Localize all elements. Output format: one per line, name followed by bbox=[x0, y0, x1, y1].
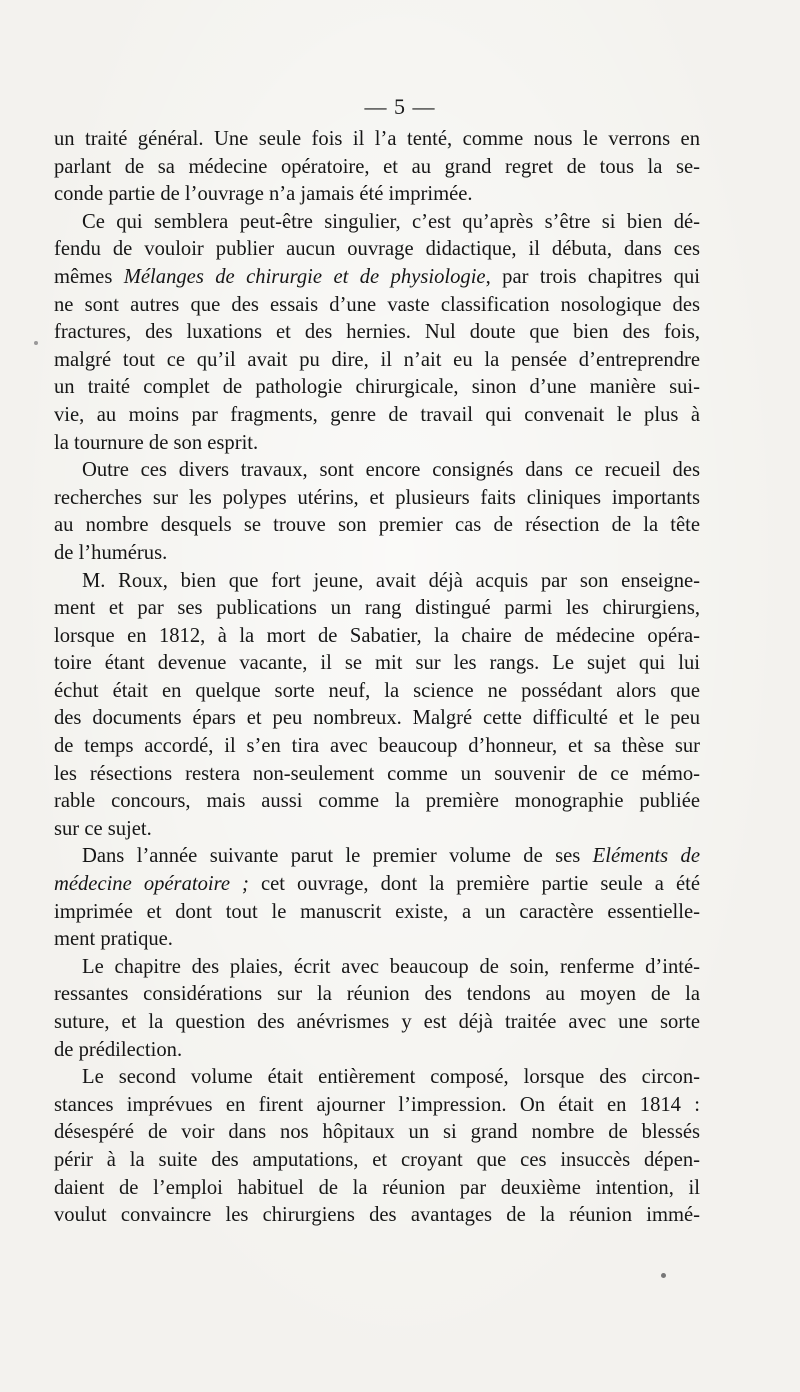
text-line: de temps accordé, il s’en tira avec beaucoup d’honneur, et sa thèse sur bbox=[54, 735, 700, 758]
text-line: fendu de vouloir publier aucun ouvrage didactique, il débuta, dans ces bbox=[54, 238, 700, 261]
text-run: cet ouvrage, dont la première partie seule a été bbox=[248, 873, 700, 896]
ink-speck bbox=[661, 1273, 666, 1278]
text-line: conde partie de l’ouvrage n’a jamais été imprimée. bbox=[54, 183, 473, 206]
text-line: parlant de sa médecine opératoire, et au grand regret de tous la se- bbox=[54, 155, 700, 178]
text-line: un traité général. Une seule fois il l’a tenté, comme nous le verrons en bbox=[54, 128, 700, 150]
paragraph-3 bbox=[54, 457, 700, 567]
text-line: Le chapitre des plaies, écrit avec beaucoup de soin, renferme d’inté- bbox=[82, 955, 700, 978]
text-run: Dans l’année suivante parut le premier volume de ses bbox=[82, 845, 593, 868]
paragraph-5 bbox=[54, 843, 700, 953]
text-run: mêmes bbox=[54, 265, 124, 288]
text-line: rable concours, mais aussi comme la première monographie publiée bbox=[54, 790, 700, 813]
paragraph-4 bbox=[54, 568, 700, 844]
book-title-italic: Eléments de bbox=[592, 845, 700, 868]
text-line: ment pratique. bbox=[54, 928, 173, 951]
text-line: Ce qui semblera peut-être singulier, c’est qu’après s’être si bien dé- bbox=[82, 210, 700, 233]
text-line bbox=[54, 843, 700, 871]
page-number: — 5 — bbox=[364, 94, 436, 119]
text-line: ment et par ses publications un rang distingué parmi les chirurgiens, bbox=[54, 597, 700, 620]
text-line: de prédilection. bbox=[54, 1038, 183, 1061]
paragraph-6 bbox=[54, 954, 700, 1064]
paragraph-2 bbox=[54, 209, 700, 457]
text-line: la tournure de son esprit. bbox=[54, 431, 259, 454]
text-line: stances imprévues en firent ajourner l’impression. On était en 1814 : bbox=[54, 1093, 700, 1116]
text-line: ressantes considérations sur la réunion des tendons au moyen de la bbox=[54, 983, 700, 1006]
text-line: échut était en quelque sorte neuf, la science ne possédant alors que bbox=[54, 679, 700, 702]
text-line: de l’humérus. bbox=[54, 541, 168, 564]
text-line: daient de l’emploi habituel de la réunion par deuxième intention, il bbox=[54, 1176, 700, 1199]
text-line: les résections restera non-seulement comme un souvenir de ce mémo- bbox=[54, 762, 700, 785]
text-line: recherches sur les polypes utérins, et plusieurs faits cliniques importants bbox=[54, 486, 700, 509]
ink-speck bbox=[34, 341, 38, 345]
paragraph-7 bbox=[54, 1064, 700, 1230]
text-line: fractures, des luxations et des hernies. Nul doute que bien des fois, bbox=[54, 321, 700, 344]
text-line: malgré tout ce qu’il avait pu dire, il n’ait eu la pensée d’entreprendre bbox=[54, 348, 700, 371]
text-line: ne sont autres que des essais d’une vaste classification nosologique des bbox=[54, 293, 700, 316]
text-line: vie, au moins par fragments, genre de travail qui convenait le plus à bbox=[54, 403, 700, 426]
text-line: des documents épars et peu nombreux. Malgré cette difficulté et le peu bbox=[54, 707, 700, 730]
text-line: Le second volume était entièrement composé, lorsque des circon- bbox=[82, 1066, 700, 1089]
text-line: Outre ces divers travaux, sont encore consignés dans ce recueil des bbox=[82, 459, 700, 482]
book-title-italic: médecine opératoire ; bbox=[54, 873, 249, 896]
text-line: voulut convaincre les chirurgiens des avantages de la réunion immé- bbox=[54, 1204, 700, 1227]
text-line: lorsque en 1812, à la mort de Sabatier, la chaire de médecine opéra- bbox=[54, 624, 700, 647]
body-text bbox=[54, 126, 700, 1230]
text-line: suture, et la question des anévrismes y est déjà traitée avec une sorte bbox=[54, 1011, 700, 1033]
text-line: périr à la suite des amputations, et croyant que ces insuccès dépen- bbox=[54, 1148, 700, 1171]
text-line: au nombre desquels se trouve son premier cas de résection de la tête bbox=[54, 514, 700, 537]
paragraph-1 bbox=[54, 126, 700, 209]
text-line: imprimée et dont tout le manuscrit existe, a un caractère essentielle- bbox=[54, 900, 700, 923]
text-line: désespéré de voir dans nos hôpitaux un si grand nombre de blessés bbox=[54, 1121, 700, 1144]
text-line: toire étant devenue vacante, il se mit sur les rangs. Le sujet qui lui bbox=[54, 652, 700, 675]
text-line: M. Roux, bien que fort jeune, avait déjà acquis par son enseigne- bbox=[82, 569, 700, 592]
text-run: , par trois chapitres qui bbox=[485, 265, 700, 288]
book-title-italic: Mélanges de chirurgie et de physiologie bbox=[123, 265, 486, 288]
text-line: sur ce sujet. bbox=[54, 817, 152, 840]
text-line bbox=[54, 264, 700, 292]
text-line bbox=[54, 871, 700, 899]
text-line: un traité complet de pathologie chirurgicale, sinon d’une manière sui- bbox=[54, 376, 700, 399]
